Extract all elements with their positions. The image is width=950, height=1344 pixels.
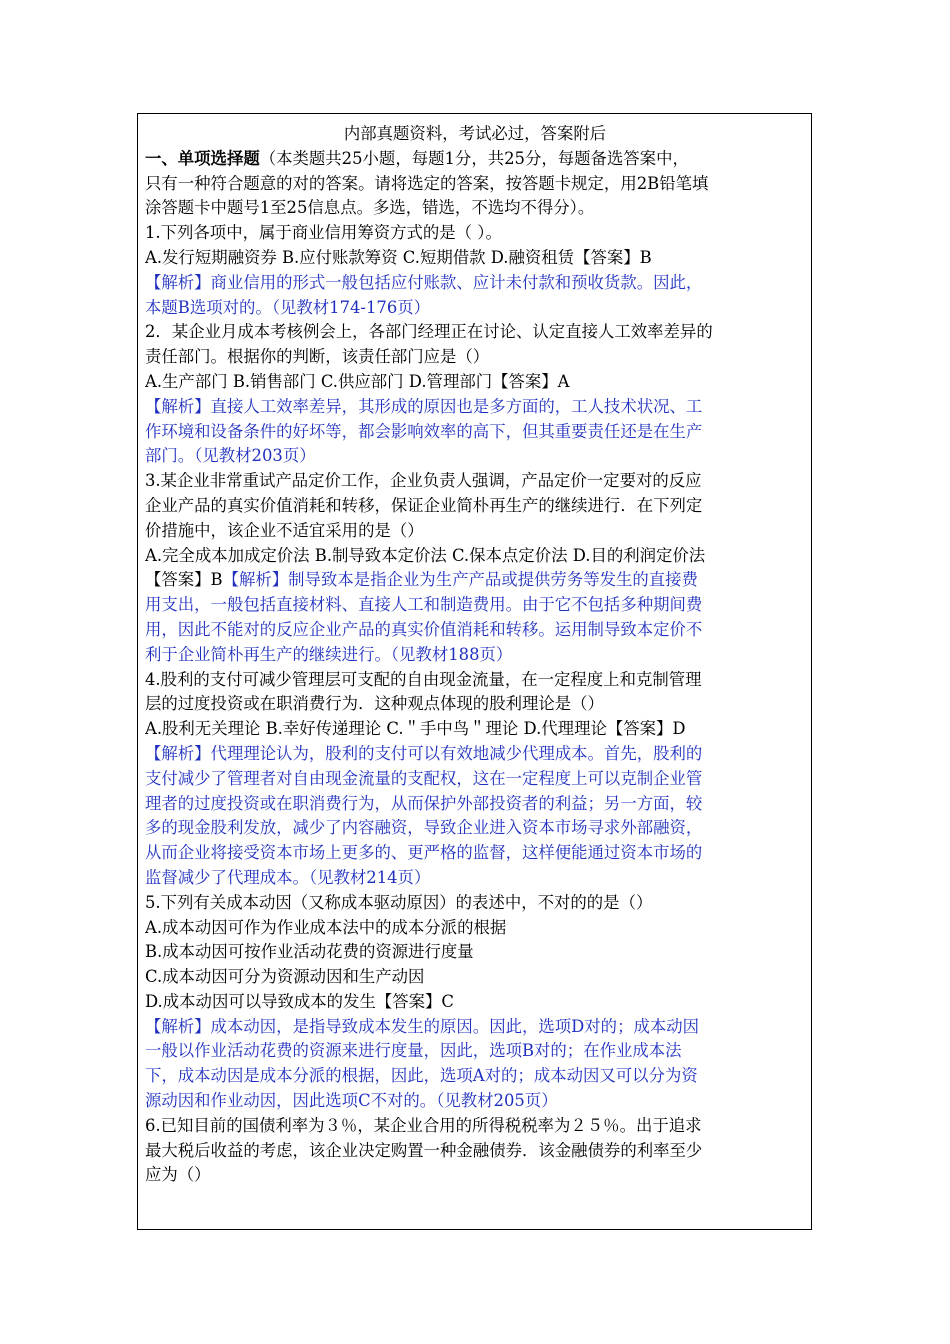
question-4-explanation: 【解析】代理理论认为，股利的支付可以有效地减少代理成本。首先，股利的 (145, 743, 703, 763)
question-2: 2．某企业月成本考核例会上，各部门经理正在讨论、认定直接人工效率差异的 (145, 322, 713, 342)
document-content (145, 122, 805, 1188)
question-3-answer-line (145, 568, 805, 593)
question-1-options: A.发行短期融资券 B.应付账款筹资 C.短期借款 D.融资租赁【答案】B (145, 247, 652, 267)
question-4: 层的过度投资或在职消费行为．这种观点体现的股利理论是（） (145, 694, 604, 714)
section-instructions-line: 涂答题卡中题号1至25信息点。多选，错选，不选均不得分）。 (145, 198, 595, 218)
question-3-answer: 【答案】B (145, 570, 223, 590)
document-frame (137, 113, 812, 1230)
question-3: 企业产品的真实价值消耗和转移，保证企业简朴再生产的继续进行．在下列定 (145, 495, 703, 515)
question-4-options: A.股利无关理论 B.幸好传递理论 C.＂手中鸟＂理论 D.代理理论【答案】D (145, 719, 686, 739)
question-5-option-a: A.成本动因可作为作业成本法中的成本分派的根据 (145, 917, 507, 937)
question-4-explanation: 监督减少了代理成本。（见教材214页） (145, 867, 431, 887)
question-3: 3.某企业非常重试产品定价工作，企业负责人强调，产品定价一定要对的反应 (145, 471, 702, 491)
question-4-explanation: 从而企业将接受资本市场上更多的、更严格的监督，这样便能通过资本市场的 (145, 843, 703, 863)
question-5-option-b: B.成本动因可按作业活动花费的资源进行度量 (145, 942, 474, 962)
question-5: 5.下列有关成本动因（又称成本驱动原因）的表述中，不对的的是（） (145, 892, 653, 912)
question-1: 1.下列各项中，属于商业信用筹资方式的是（ ）。 (145, 223, 502, 243)
question-2-explanation: 【解析】直接人工效率差异，其形成的原因也是多方面的，工人技术状况、工 (145, 396, 703, 416)
question-5-explanation: 一般以作业活动花费的资源来进行度量，因此，选项B对的；在作业成本法 (145, 1041, 682, 1061)
question-4-explanation: 支付减少了管理者对自由现金流量的支配权，这在一定程度上可以克制企业管 (145, 768, 703, 788)
section-instructions: （本类题共25小题，每题1分，共25分，每题备选答案中， (259, 148, 689, 168)
question-5-option-d: D.成本动因可以导致成本的发生【答案】C (145, 991, 454, 1011)
question-4-explanation: 多的现金股利发放，减少了内容融资，导致企业进入资本市场寻求外部融资， (145, 818, 703, 838)
question-5-explanation: 【解析】成本动因，是指导致成本发生的原因。因此，选项D对的；成本动因 (145, 1016, 700, 1036)
question-3-explanation: 用，因此不能对的反应企业产品的真实价值消耗和转移。运用制导致本定价不 (145, 619, 703, 639)
section-intro (145, 147, 805, 172)
question-2: 责任部门。根据你的判断，该责任部门应是（） (145, 347, 490, 367)
question-3-explanation: 用支出，一般包括直接材料、直接人工和制造费用。由于它不包括多种期间费 (145, 595, 703, 615)
question-1-explanation: 本题B选项对的。（见教材174-176页） (145, 297, 431, 317)
question-6: 最大税后收益的考虑，该企业决定购置一种金融债券．该金融债券的利率至少 (145, 1140, 703, 1160)
question-4: 4.股利的支付可减少管理层可支配的自由现金流量，在一定程度上和克制管理 (145, 669, 702, 689)
question-3-explanation: 【解析】制导致本是指企业为生产产品或提供劳务等发生的直接费 (222, 570, 698, 590)
section-instructions-line: 只有一种符合题意的对的答案。请将选定的答案，按答题卡规定，用2B铅笔填 (145, 173, 709, 193)
question-6: 应为（） (145, 1165, 211, 1185)
question-5-explanation: 源动因和作业动因，因此选项C不对的。（见教材205页） (145, 1091, 558, 1111)
question-2-explanation: 作环境和设备条件的好坏等，都会影响效率的高下，但其重要责任还是在生产 (145, 421, 703, 441)
question-5-option-c: C.成本动因可分为资源动因和生产动因 (145, 967, 425, 987)
question-5-explanation: 下，成本动因是成本分派的根据，因此，选项A对的；成本动因又可以分为资 (145, 1066, 698, 1086)
question-4-explanation: 理者的过度投资或在职消费行为，从而保护外部投资者的利益；另一方面，较 (145, 793, 703, 813)
question-3-explanation: 利于企业简朴再生产的继续进行。（见教材188页） (145, 644, 513, 664)
question-3-options: A.完全成本加成定价法 B.制导致本定价法 C.保本点定价法 D.目的利润定价法 (145, 545, 706, 565)
question-3: 价措施中，该企业不适宜采用的是（） (145, 520, 424, 540)
page-header: 内部真题资料，考试必过，答案附后 (343, 124, 607, 143)
question-2-explanation: 部门。（见教材203页） (145, 446, 316, 466)
question-1-explanation: 【解析】商业信用的形式一般包括应付账款、应计未付款和预收货款。因此， (145, 272, 703, 292)
section-title: 一、单项选择题 (145, 148, 260, 168)
question-6: 6.已知目前的国债利率为３％，某企业合用的所得税税率为２５％。出于追求 (145, 1115, 702, 1135)
question-2-options: A.生产部门 B.销售部门 C.供应部门 D.管理部门【答案】A (145, 371, 570, 391)
